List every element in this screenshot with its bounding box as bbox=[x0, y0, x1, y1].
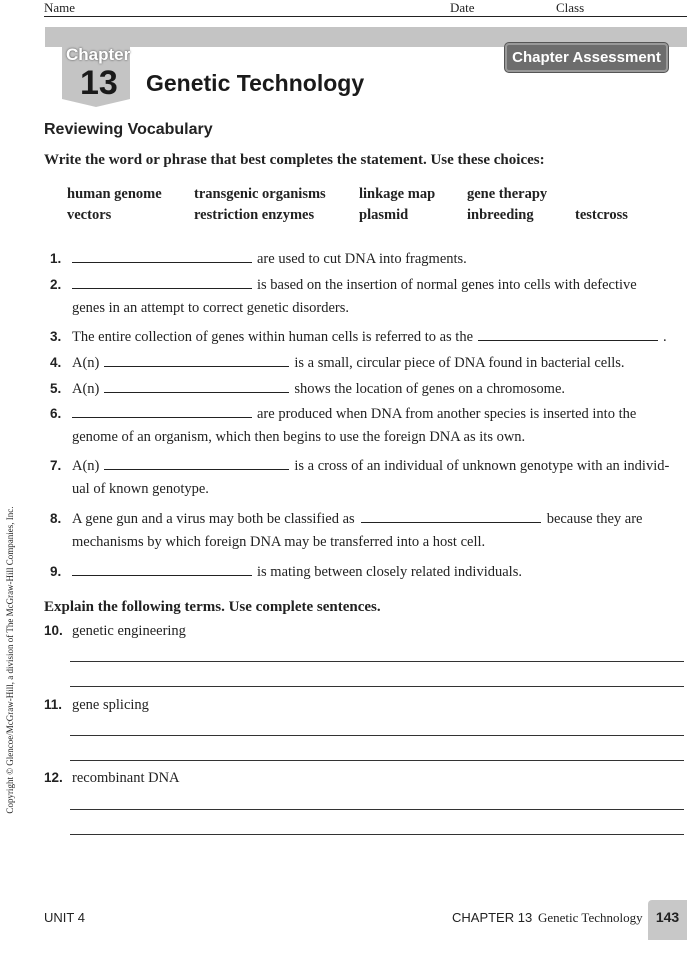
question-2-continued: genes in an attempt to correct genetic disorders. bbox=[72, 300, 350, 316]
header-rule bbox=[44, 16, 687, 17]
page-number: 143 bbox=[648, 900, 687, 940]
answer-blank[interactable] bbox=[72, 561, 252, 576]
question-6-continued: genome of an organism, which then begins to use the foreign DNA as its own. bbox=[72, 429, 526, 445]
answer-line[interactable] bbox=[70, 760, 684, 761]
word-choice: testcross bbox=[575, 207, 628, 223]
footer-chapter: CHAPTER 13 bbox=[452, 910, 533, 925]
answer-blank[interactable] bbox=[478, 326, 658, 341]
question-9: 9. is mating between closely related individuals. bbox=[50, 561, 522, 581]
class-label: Class bbox=[556, 0, 585, 15]
word-choice: gene therapy bbox=[467, 186, 548, 202]
answer-line[interactable] bbox=[70, 661, 684, 662]
question-12: 12. recombinant DNA bbox=[44, 770, 180, 786]
chapter-number: 13 bbox=[80, 64, 118, 102]
question-5: 5. A(n) shows the location of genes on a chromosome. bbox=[50, 378, 565, 398]
word-choice: restriction enzymes bbox=[194, 207, 315, 223]
section2-instructions: Explain the following terms. Use complete sentences. bbox=[44, 599, 381, 615]
question-7: 7. A(n) is a cross of an individual of unknown genotype with an individ- bbox=[50, 455, 669, 475]
date-label: Date bbox=[450, 0, 475, 15]
chapter-tab-label: Chapter bbox=[66, 45, 131, 64]
answer-line[interactable] bbox=[70, 834, 684, 835]
instructions: Write the word or phrase that best completes the statement. Use these choices: bbox=[44, 152, 545, 168]
question-4: 4. A(n) is a small, circular piece of DNA found in bacterial cells. bbox=[50, 352, 625, 372]
answer-line[interactable] bbox=[70, 686, 684, 687]
chapter-title: Genetic Technology bbox=[146, 70, 365, 96]
question-1: 1. are used to cut DNA into fragments. bbox=[50, 248, 467, 268]
answer-blank[interactable] bbox=[72, 274, 252, 289]
answer-blank[interactable] bbox=[361, 508, 541, 523]
question-10: 10. genetic engineering bbox=[44, 623, 186, 639]
question-8-continued: mechanisms by which foreign DNA may be transferred into a host cell. bbox=[72, 534, 486, 550]
question-7-continued: ual of known genotype. bbox=[72, 481, 209, 497]
answer-blank[interactable] bbox=[104, 352, 289, 367]
answer-blank[interactable] bbox=[104, 455, 289, 470]
word-choice: vectors bbox=[67, 207, 112, 223]
question-8: 8. A gene gun and a virus may both be classified as because they are bbox=[50, 508, 643, 528]
word-choice: transgenic organisms bbox=[194, 186, 326, 202]
word-choice: linkage map bbox=[359, 186, 436, 202]
answer-line[interactable] bbox=[70, 735, 684, 736]
footer-unit: UNIT 4 bbox=[44, 910, 85, 925]
question-11: 11. gene splicing bbox=[44, 697, 149, 713]
answer-blank[interactable] bbox=[104, 378, 289, 393]
answer-line[interactable] bbox=[70, 809, 684, 810]
answer-blank[interactable] bbox=[72, 403, 252, 418]
word-choice: inbreeding bbox=[467, 207, 534, 223]
question-2: 2. is based on the insertion of normal genes into cells with defective bbox=[50, 274, 637, 294]
question-3: 3. The entire collection of genes within human cells is referred to as the . bbox=[50, 326, 667, 346]
question-6: 6. are produced when DNA from another species is inserted into the bbox=[50, 403, 636, 423]
word-choice: plasmid bbox=[359, 207, 409, 223]
name-label: Name bbox=[44, 0, 76, 15]
answer-blank[interactable] bbox=[72, 248, 252, 263]
word-choice: human genome bbox=[67, 186, 162, 202]
section-heading: Reviewing Vocabulary bbox=[44, 121, 213, 138]
footer-chapter-title: Genetic Technology bbox=[538, 910, 643, 925]
copyright-notice: Copyright © Glencoe/McGraw-Hill, a division of The McGraw-Hill Companies, Inc. bbox=[5, 506, 15, 814]
chapter-assessment-badge: Chapter Assessment bbox=[505, 43, 668, 72]
